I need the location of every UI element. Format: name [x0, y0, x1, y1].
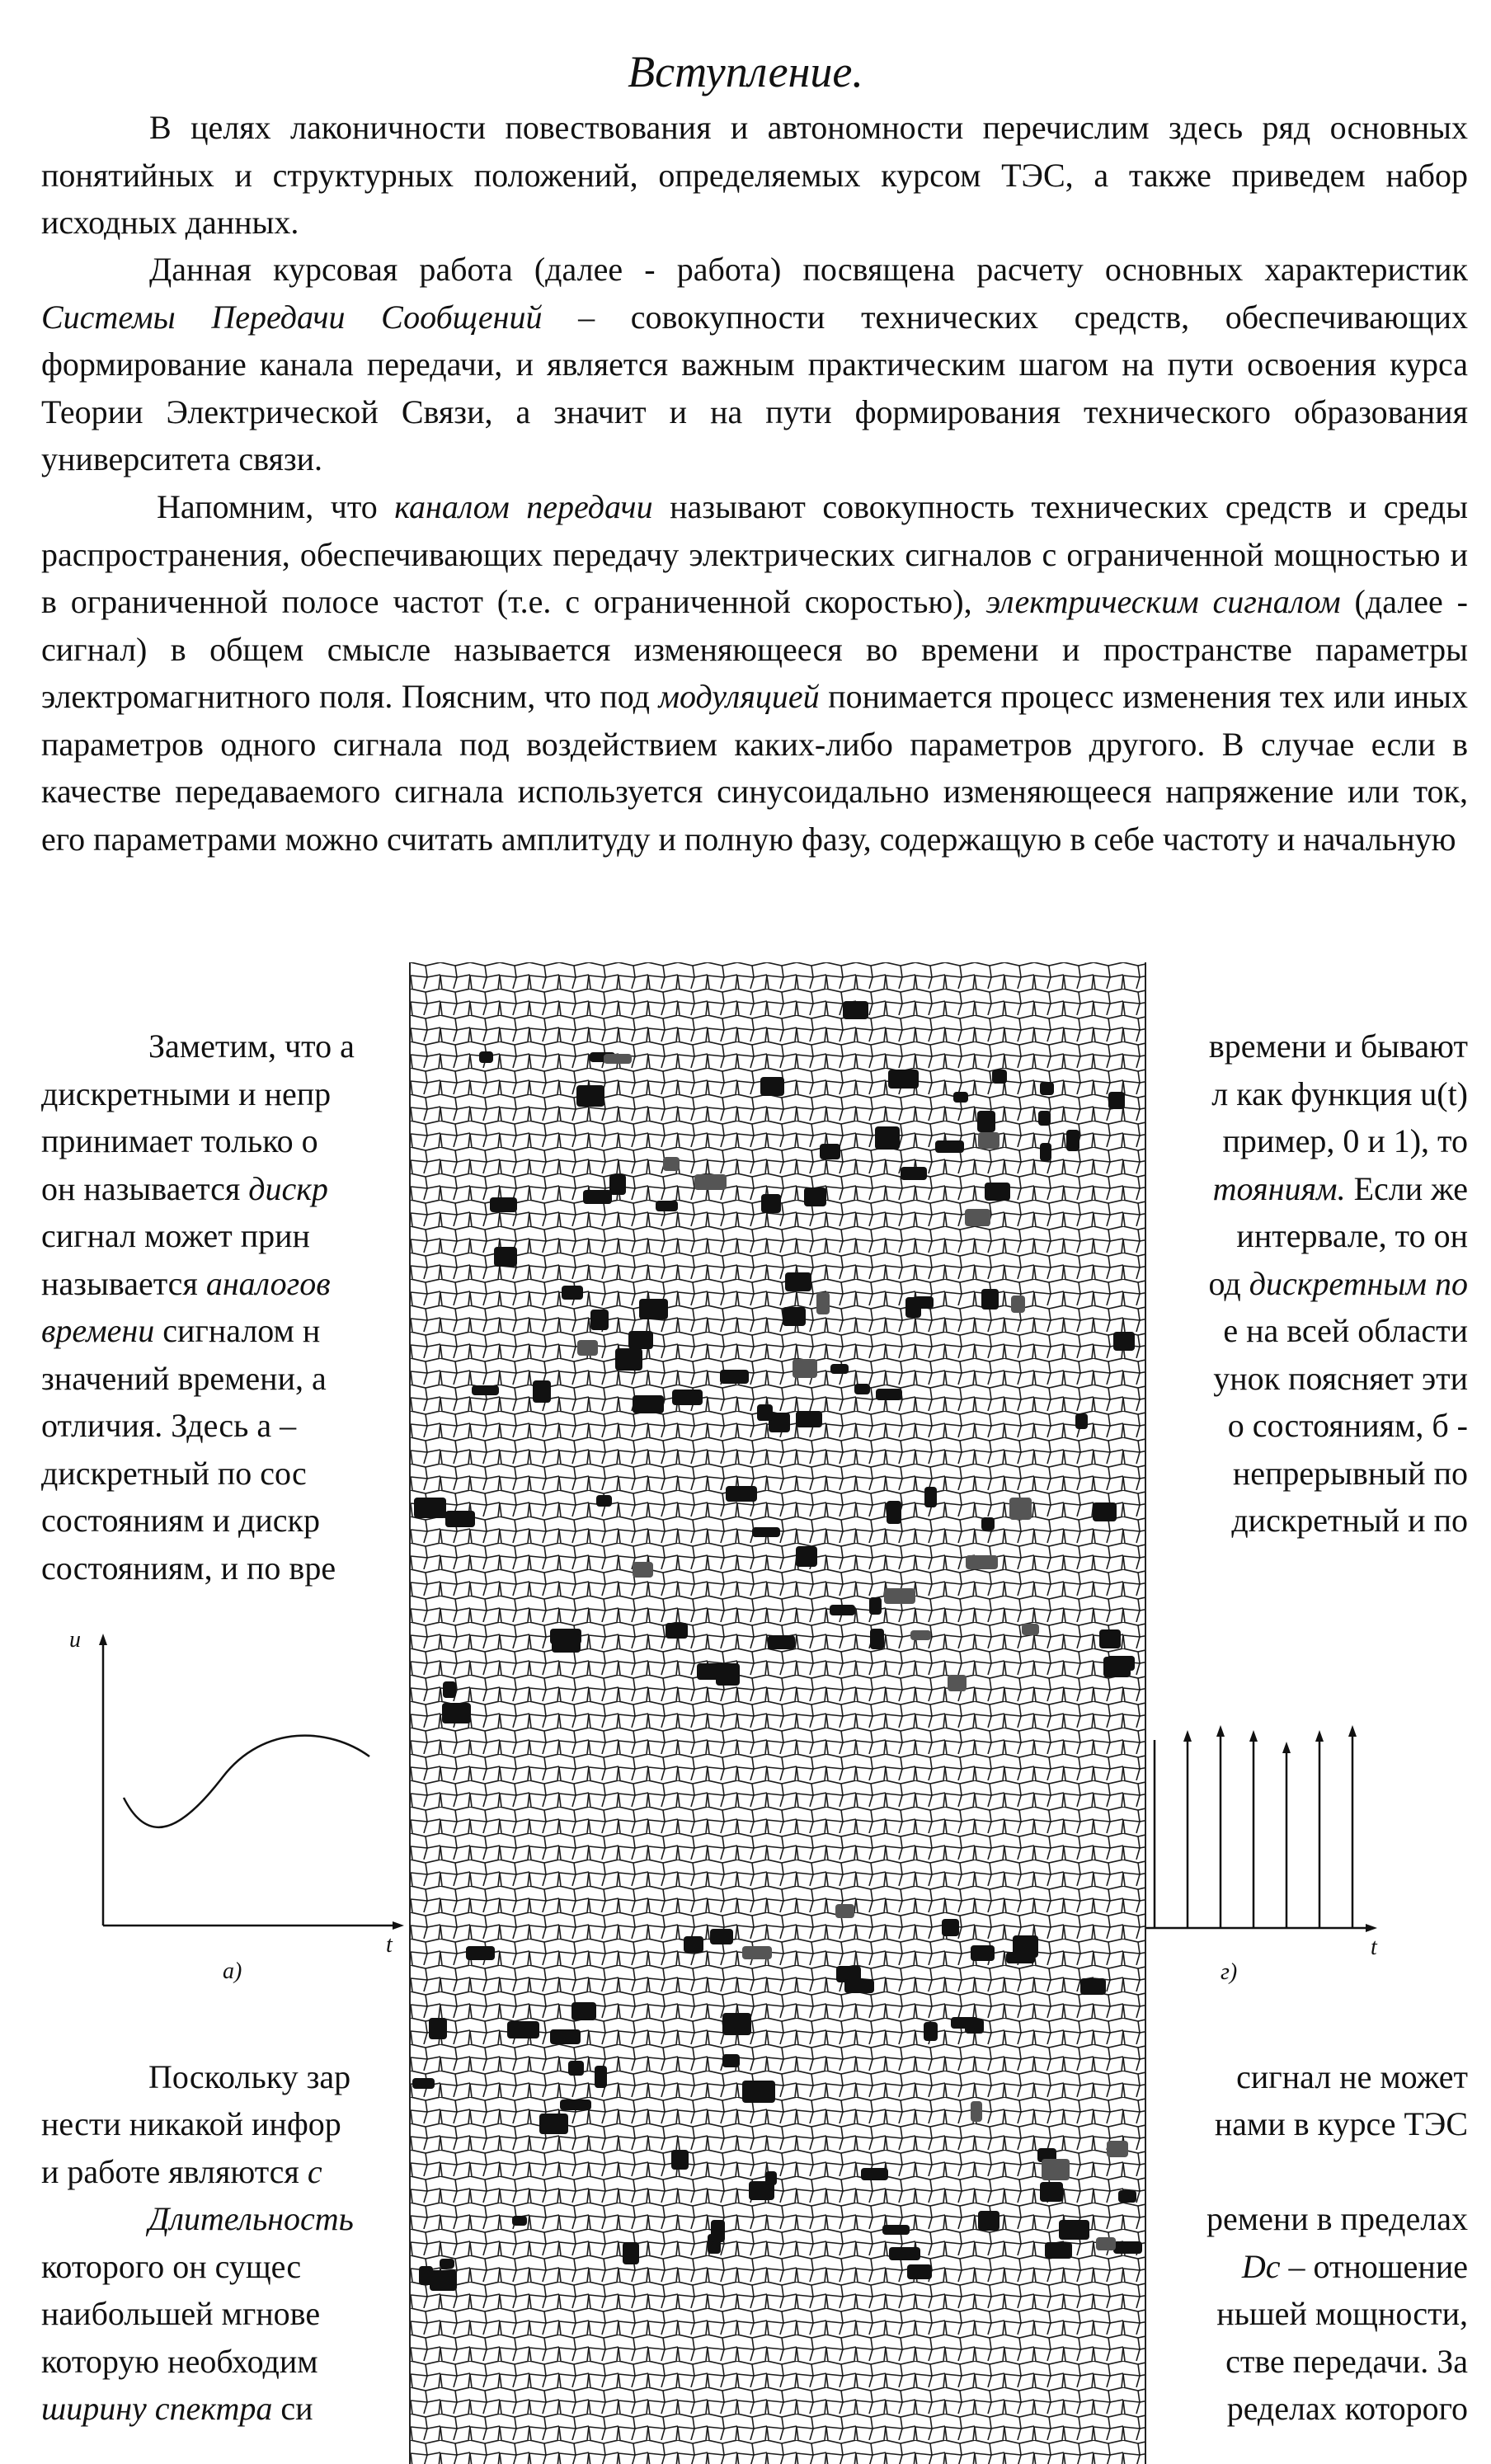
- text-fragment: сигнал не может: [1236, 2058, 1468, 2095]
- text-fragment: Длительность: [148, 2200, 354, 2237]
- page-title: Вступление.: [628, 47, 863, 96]
- text-fragment: нами в курсе ТЭС: [1214, 2105, 1468, 2142]
- channel-definition-paragraph: Напомним, что каналом передачи называют совокупность технических средств и среды распространения, обеспечивающих передачу электрических сигналов с ограниченной мощностью и в ограниченной полосе частот (т.е. с ограниченной скоростью), электрическим сигналом (далее - сигнал) в общем смысле называется изменяющееся во времени и пространстве параметры электромагнитного поля. Поясним, что под модуляцией понимается процесс изменения тех или иных параметров одного сигнала под воздействием каких-либо параметров другого. В случае если в качестве передаваемого сигнала используется синусоидально изменяющееся напряжение или ток, его параметрами можно считать амплитуду и полную фазу, содержащую в себе частоту и начальную: [41, 488, 1469, 858]
- text-fragment: стве передачи. За: [1225, 2343, 1468, 2380]
- text-fragment: Заметим, что а: [148, 1027, 355, 1065]
- text-fragment: дискретный по сос: [41, 1455, 307, 1492]
- mosaic-occlusion: [409, 962, 1146, 2464]
- text-fragment: и работе являются с: [41, 2153, 322, 2190]
- text-fragment: состояниям и дискр: [41, 1502, 320, 1539]
- text-fragment: называется аналогов: [41, 1265, 331, 1302]
- text-fragment: тояниям. Если же: [1212, 1170, 1468, 1207]
- text-fragment: од дискретным по: [1208, 1265, 1468, 1302]
- text-fragment: ньшей мощности,: [1216, 2295, 1468, 2332]
- text-fragment: ределах которого: [1226, 2390, 1468, 2427]
- text-fragment: о состояниям, б -: [1227, 1407, 1468, 1444]
- text-fragment: которого он сущес: [41, 2248, 302, 2285]
- intro-paragraph: В целях лаконичности повествования и автономности перечислим здесь ряд основных понятийных и структурных положений, определяемых курсом ТЭС, а также приведем набор исходных данных.: [41, 109, 1468, 241]
- text-fragment: е на всей области: [1223, 1312, 1468, 1349]
- text-fragment: сигнал может прин: [41, 1217, 310, 1254]
- text-fragment: интервале, то он: [1236, 1217, 1468, 1254]
- text-fragment: он называется дискр: [41, 1170, 328, 1207]
- text-fragment: времени сигналом н: [41, 1312, 321, 1349]
- figure-caption-g: г): [1221, 1959, 1238, 1985]
- text-fragment: нести никакой инфор: [41, 2105, 341, 2142]
- text-fragment: ширину спектра си: [41, 2390, 313, 2427]
- text-fragment: л как функция u(t): [1211, 1075, 1468, 1112]
- figure-continuous-signal: [58, 1629, 404, 1991]
- figure-caption-a: а): [223, 1959, 242, 1984]
- text-fragment: Поскольку зар: [148, 2058, 351, 2095]
- text-fragment: которую необходим: [41, 2343, 318, 2380]
- text-fragment: непрерывный по: [1232, 1455, 1468, 1492]
- text-fragment: значений времени, а: [41, 1360, 327, 1397]
- text-fragment: Dc – отношение: [1241, 2248, 1468, 2285]
- text-fragment: принимает только о: [41, 1122, 318, 1159]
- axis-label-u: u: [69, 1627, 81, 1653]
- text-fragment: наибольшей мгнове: [41, 2295, 321, 2332]
- text-fragment: отличия. Здесь а –: [41, 1407, 297, 1444]
- axis-label-t: t: [1371, 1935, 1377, 1960]
- text-fragment: унок поясняет эти: [1213, 1360, 1468, 1397]
- text-fragment: пример, 0 и 1), то: [1222, 1122, 1468, 1159]
- text-fragment: ремени в пределах: [1206, 2200, 1468, 2237]
- course-work-paragraph: Данная курсовая работа (далее - работа) посвящена расчету основных характеристик Системы Передачи Сообщений – совокупности технических средств, обеспечивающих формирование канала передачи, и является важным практическим шагом на пути освоения курса Теории Электрической Связи, а значит и на пути формирования технического образования университета связи.: [41, 251, 1468, 477]
- text-fragment: дискретный и по: [1231, 1502, 1468, 1539]
- axis-label-t: t: [386, 1932, 393, 1958]
- text-fragment: дискретными и непр: [41, 1075, 332, 1112]
- text-fragment: времени и бывают: [1208, 1027, 1468, 1065]
- text-fragment: состояниям, и по вре: [41, 1549, 336, 1587]
- figure-discrete-signal: [1122, 1682, 1410, 1991]
